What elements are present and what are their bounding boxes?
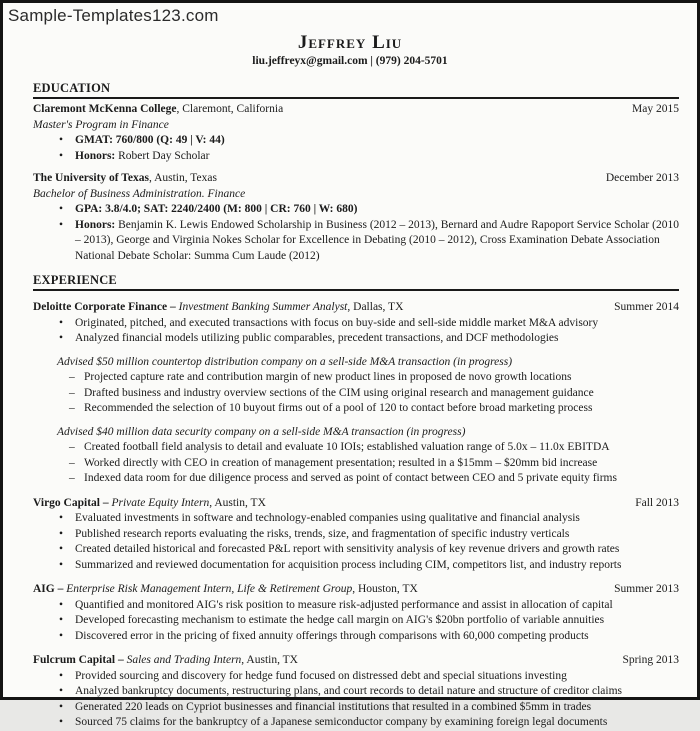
bullet-icon: •: [59, 614, 64, 626]
dash-icon: –: [69, 402, 75, 414]
section-education: [33, 81, 679, 264]
section-experience: [33, 273, 679, 731]
job-location: , Austin, TX: [209, 496, 266, 509]
school-title: [33, 102, 624, 118]
bullet-text: Published research reports evaluating the risks, trends, size, and fragmentation of specific industry verticals: [75, 527, 570, 540]
dash-icon: –: [69, 386, 75, 399]
bullet-icon: •: [59, 700, 64, 713]
bullet-icon: •: [59, 512, 64, 524]
job-title: [33, 582, 606, 598]
education-entry: [33, 171, 679, 264]
experience-entry: [33, 582, 679, 644]
experience-entry: [33, 496, 679, 574]
bullet-icon: •: [59, 669, 64, 682]
list-item: [33, 629, 679, 645]
company-name: AIG: [33, 583, 55, 595]
list-item: [33, 471, 679, 487]
job-header: [33, 653, 679, 669]
job-role: Sales and Trading Intern: [126, 654, 242, 666]
bullet-text: Evaluated investments in software and technology-enabled companies using qualitative and financial analysis: [75, 512, 580, 524]
experience-heading: EXPERIENCE: [33, 273, 679, 291]
school-location: , Claremont, California: [176, 103, 284, 115]
job-role: Investment Banking Summer Analyst: [178, 301, 348, 313]
list-item: [33, 598, 679, 614]
bullet-text: [75, 202, 679, 218]
list-item: [33, 700, 679, 716]
list-item: [33, 542, 679, 558]
dash-separator: –: [115, 654, 127, 666]
bullet-text: Created detailed historical and forecasted P&L report with sensitivity analysis of key revenue drivers and growth rates: [75, 543, 620, 555]
bullet-text: Developed forecasting mechanism to estimate the hedge call margin on AIG's $20bn portfolio of variable annuities: [75, 614, 605, 626]
bullet-text: Indexed data room for due diligence process and served as point of contact between CEO and 5 private equity firms: [84, 472, 617, 484]
bullet-icon: •: [59, 134, 64, 146]
school-name: The University of Texas: [33, 172, 149, 184]
bullet-text: Projected capture rate and contribution margin of new product lines in proposed de novo growth locations: [84, 371, 572, 383]
job-role: Private Equity Intern: [111, 496, 210, 509]
dash-separator: –: [167, 301, 179, 313]
bullet-text: Sourced 75 claims for the bankruptcy of a Japanese semiconductor company by examining foreign legal documents: [75, 716, 608, 728]
list-item: [33, 149, 679, 165]
dash-icon: –: [69, 456, 75, 469]
bullet-value: Benjamin K. Lewis Endowed Scholarship in Business (2012 – 2013), Bernard and Audre Rapoport Service Scholar (2010 – 2013), George and Virginia Nokes Scholar for Excellence in Debating (2010 – 2012), Cross Examination Debate Association National Debate Scholar: Summa Cum Laude (2012): [75, 218, 679, 262]
school-name: Claremont McKenna College: [33, 103, 177, 115]
list-item: [33, 370, 679, 386]
company-name: Virgo Capital: [33, 496, 100, 509]
school-title: [33, 171, 598, 187]
job-header: [33, 300, 679, 316]
school-location: , Austin, Texas: [148, 172, 217, 184]
list-item: [33, 386, 679, 402]
bullet-icon: •: [59, 218, 64, 231]
bullet-text: [75, 133, 679, 149]
list-item: [33, 316, 679, 332]
job-date: Summer 2014: [614, 301, 679, 313]
bullet-icon: •: [59, 558, 64, 571]
experience-entry: [33, 300, 679, 487]
list-item: [33, 331, 679, 347]
list-item: [33, 133, 679, 149]
list-item: [33, 401, 679, 417]
bullet-text: Generated 220 leads on Cypriot businesses and financial institutions that resulted in a combined $5mm in trades: [75, 700, 592, 713]
bullet-icon: •: [59, 149, 64, 162]
bullet-text: [75, 149, 679, 165]
deal-title: Advised $40 million data security company on a sell-side M&A transaction (in progress): [57, 425, 466, 438]
bullet-icon: •: [59, 629, 64, 642]
job-location: , Dallas, TX: [347, 301, 404, 313]
job-date: Spring 2013: [622, 654, 679, 666]
school-header: [33, 171, 679, 187]
dash-separator: –: [54, 583, 67, 595]
bullet-text: Provided sourcing and discovery for hedge fund focused on distressed debt and special situations investing: [75, 669, 567, 682]
job-role: Enterprise Risk Management Intern, Life & Retirement Group: [66, 583, 353, 595]
bullet-value: Robert Day Scholar: [115, 149, 210, 162]
list-item: [33, 715, 679, 731]
degree-line: Master's Program in Finance: [33, 118, 169, 131]
list-item: [33, 202, 679, 218]
dash-icon: –: [69, 371, 75, 383]
job-title: [33, 653, 614, 669]
bullet-label: Honors:: [75, 218, 116, 231]
bullet-icon: •: [59, 316, 64, 329]
bullet-text: Quantified and monitored AIG's risk position to measure risk-adjusted performance and assist in allocation of capital: [75, 598, 613, 611]
list-item: [33, 511, 679, 527]
list-item: [33, 684, 679, 700]
list-item: [33, 669, 679, 685]
bullet-text: Recommended the selection of 10 buyout firms out of a pool of 120 to contact before broad marketing process: [84, 402, 593, 414]
list-item: [33, 456, 679, 472]
job-location: , Houston, TX: [352, 583, 418, 595]
school-date: December 2013: [605, 172, 679, 184]
resume-body: [3, 81, 697, 731]
dash-separator: –: [99, 496, 112, 509]
job-title: [33, 300, 606, 316]
bullet-text: Discovered error in the pricing of fixed annuity offerings through comparisons with 60,000 competing products: [75, 629, 589, 642]
list-item: [33, 558, 679, 574]
bullet-text: Analyzed bankruptcy documents, restructuring plans, and court records to detail nature and structure of creditor claims: [75, 685, 623, 697]
degree-line: Bachelor of Business Administration. Finance: [33, 187, 246, 200]
resume-header: [3, 33, 697, 68]
dash-icon: –: [69, 441, 75, 453]
job-header: [33, 496, 679, 512]
school-date: May 2015: [632, 103, 679, 115]
bullet-icon: •: [59, 332, 64, 344]
bullet-text: Created football field analysis to detail and evaluate 10 IOIs; established valuation range of 5.0x – 11.0x EBITDA: [84, 441, 610, 453]
bullet-text: [75, 218, 679, 265]
bullet-icon: •: [59, 716, 64, 728]
dash-icon: –: [69, 472, 75, 484]
education-entry: [33, 102, 679, 164]
bullet-label: GPA: 3.8/4.0; SAT: 2240/2400 (M: 800 | CR: 760 | W: 680): [75, 203, 358, 215]
bullet-text: Originated, pitched, and executed transactions with focus on buy-side and sell-side middle market M&A advisory: [75, 316, 599, 329]
list-item: [33, 613, 679, 629]
education-heading: EDUCATION: [33, 81, 679, 99]
bullet-icon: •: [59, 203, 64, 215]
list-item: [33, 527, 679, 543]
deal-title: Advised $50 million countertop distribution company on a sell-side M&A transaction (in progress): [57, 355, 513, 368]
watermark-text: Sample-Templates123.com: [8, 6, 219, 25]
job-header: [33, 582, 679, 598]
list-item: [33, 218, 679, 265]
bullet-icon: •: [59, 685, 64, 697]
bullet-text: Analyzed financial models utilizing public comparables, precedent transactions, and DCF methodologies: [75, 332, 559, 344]
bullet-text: Drafted business and industry overview sections of the CIM using original research and management guidance: [84, 386, 594, 399]
contact-line: liu.jeffreyx@gmail.com | (979) 204-5701: [252, 55, 448, 67]
school-header: [33, 102, 679, 118]
company-name: Fulcrum Capital: [33, 654, 116, 666]
list-item: [33, 440, 679, 456]
candidate-name: Jeffrey Liu: [297, 32, 403, 53]
bullet-label: GMAT: 760/800 (Q: 49 | V: 44): [75, 134, 225, 146]
experience-entry: [33, 653, 679, 731]
job-date: Fall 2013: [635, 496, 679, 509]
bullet-text: Summarized and reviewed documentation for acquisition process including CIM, competitors list, and industry reports: [75, 558, 622, 571]
bullet-icon: •: [59, 598, 64, 611]
job-title: [33, 496, 627, 512]
bullet-icon: •: [59, 527, 64, 540]
job-date: Summer 2013: [614, 583, 679, 595]
company-name: Deloitte Corporate Finance: [33, 301, 168, 313]
bullet-text: Worked directly with CEO in creation of management presentation; resulted in a $15mm – $20mm bid increase: [84, 456, 598, 469]
job-location: , Austin, TX: [241, 654, 298, 666]
bullet-label: Honors:: [75, 149, 116, 162]
bullet-icon: •: [59, 543, 64, 555]
